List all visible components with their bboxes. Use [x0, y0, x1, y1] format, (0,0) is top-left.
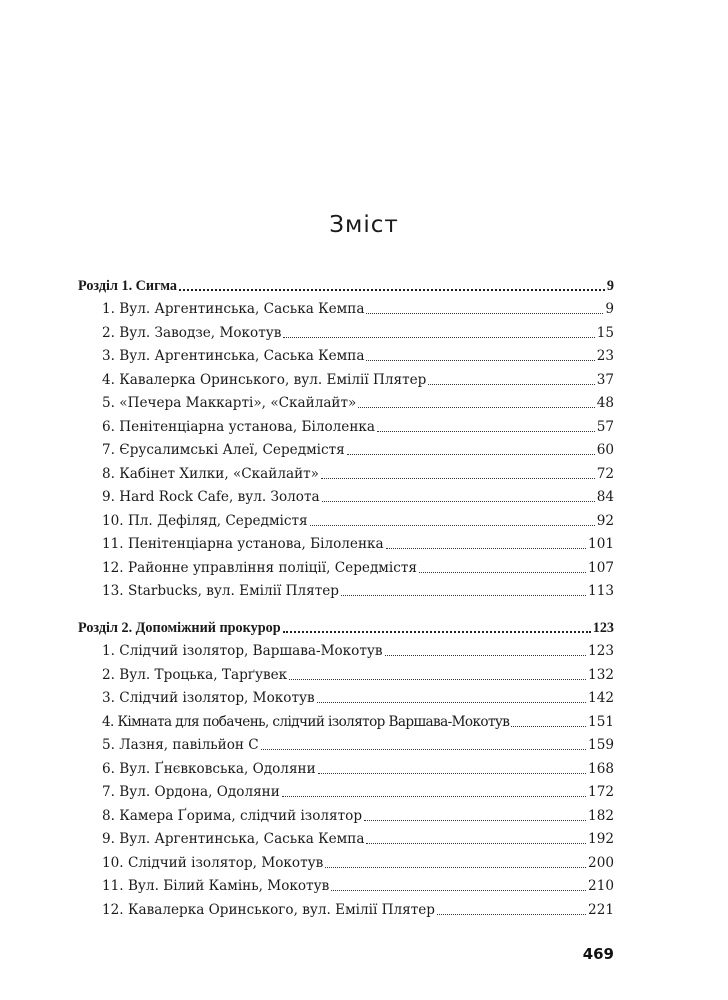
- entry-title: 12. Кавалерка Оринського, вул. Емілії Плятер: [102, 901, 435, 918]
- entry-title: 13. Starbucks, вул. Емілії Плятер: [102, 583, 340, 599]
- dot-leader: [318, 773, 586, 774]
- dot-leader: [331, 890, 586, 891]
- dot-leader: [428, 384, 594, 385]
- entry-title: 10. Слідчий ізолятор, Мокотув: [102, 854, 324, 871]
- entry-page: 192: [588, 831, 614, 847]
- dot-leader: [437, 914, 586, 915]
- entry-page: 221: [588, 901, 614, 918]
- dot-leader: [310, 525, 595, 526]
- toc-entry[interactable]: [78, 754, 614, 778]
- dot-leader: [282, 796, 586, 797]
- toc-entry[interactable]: [78, 436, 614, 460]
- entry-page: 37: [596, 371, 614, 388]
- entry-page: 113: [588, 583, 614, 599]
- entry-title: 4. Кавалерка Оринського, вул. Емілії Плятер: [102, 371, 427, 388]
- dot-leader: [366, 360, 594, 361]
- toc-entry[interactable]: [78, 801, 614, 825]
- entry-title: 11. Пенітенціарна установа, Білоленка: [102, 536, 384, 552]
- dot-leader: [386, 548, 586, 549]
- toc-entry[interactable]: [78, 412, 614, 436]
- entry-title: 5. Лазня, павільйон С: [102, 737, 259, 753]
- entry-title: 5. «Печера Маккарті», «Скайлайт»: [102, 395, 357, 411]
- entry-title: 1. Вул. Аргентинська, Саська Кемпа: [102, 301, 365, 317]
- entry-title: 10. Пл. Дефіляд, Середмістя: [102, 512, 308, 529]
- entry-title: 6. Пенітенціарна установа, Білоленка: [102, 418, 375, 435]
- dot-leader: [511, 726, 586, 727]
- entry-page: 101: [588, 536, 614, 552]
- dot-leader: [377, 431, 595, 432]
- entry-page: 15: [596, 324, 614, 341]
- toc-entry[interactable]: [78, 530, 614, 554]
- toc-entry[interactable]: [78, 848, 614, 872]
- toc-entry[interactable]: [78, 577, 614, 601]
- entry-page: 9: [605, 301, 614, 317]
- dot-leader: [289, 679, 586, 680]
- toc-entry[interactable]: [78, 389, 614, 413]
- dot-leader: [322, 501, 595, 502]
- dot-leader: [419, 572, 586, 573]
- toc-entry[interactable]: [78, 318, 614, 342]
- entry-page: 48: [596, 395, 614, 411]
- entry-title: 8. Кабінет Хилки, «Скайлайт»: [102, 465, 319, 482]
- entry-title: 9. Hard Rock Cafe, вул. Золота: [102, 489, 320, 505]
- toc-entry[interactable]: [78, 637, 614, 661]
- dot-leader: [283, 337, 594, 338]
- section-page: 9: [606, 277, 614, 294]
- entry-page: 123: [588, 643, 614, 659]
- entry-page: 142: [588, 690, 614, 706]
- entry-title: 9. Вул. Аргентинська, Саська Кемпа: [102, 831, 365, 847]
- dot-leader: [341, 595, 586, 596]
- entry-page: 72: [596, 465, 614, 482]
- toc-entry[interactable]: [78, 660, 614, 684]
- dot-leader: [358, 407, 594, 408]
- toc-entry[interactable]: [78, 895, 614, 919]
- toc-entry[interactable]: [78, 684, 614, 708]
- entry-title: 7. Вул. Ордона, Одоляни: [102, 784, 280, 800]
- page-number: 469: [582, 945, 614, 963]
- entry-page: 57: [596, 418, 614, 435]
- toc-entry[interactable]: [78, 506, 614, 530]
- page-title: Зміст: [329, 212, 399, 238]
- entry-title: 2. Вул. Троцька, Тарґувек: [102, 666, 288, 683]
- dot-leader: [179, 289, 605, 291]
- dot-leader: [261, 749, 586, 750]
- entry-page: 172: [588, 784, 614, 800]
- entry-page: 132: [588, 666, 614, 683]
- toc-entry[interactable]: [78, 342, 614, 366]
- toc-entry[interactable]: [78, 872, 614, 896]
- toc-entry[interactable]: [78, 459, 614, 483]
- entry-title: 2. Вул. Заводзе, Мокотув: [102, 324, 282, 341]
- entry-page: 168: [588, 760, 614, 777]
- toc-entry[interactable]: [78, 365, 614, 389]
- section-heading[interactable]: [78, 271, 614, 295]
- dot-leader: [321, 478, 595, 479]
- entry-title: 1. Слідчий ізолятор, Варшава-Мокотув: [102, 643, 383, 659]
- entry-title: 7. Єрусалимські Алеї, Середмістя: [102, 442, 345, 458]
- dot-leader: [325, 867, 586, 868]
- dot-leader: [385, 655, 587, 656]
- entry-page: 107: [588, 559, 614, 576]
- entry-page: 182: [588, 807, 614, 824]
- entry-page: 159: [588, 737, 614, 753]
- toc-entry[interactable]: [78, 295, 614, 319]
- section-heading[interactable]: [78, 613, 614, 637]
- entry-title: 12. Районне управління поліції, Середмістя: [102, 559, 417, 576]
- toc-entry[interactable]: [78, 825, 614, 849]
- entry-page: 92: [596, 512, 614, 529]
- entry-title: 4. Кімната для побачень, слідчий ізолятор Варшава-Мокотув: [102, 713, 510, 730]
- entry-page: 60: [596, 442, 614, 458]
- dot-leader: [347, 454, 595, 455]
- toc-entry[interactable]: [78, 553, 614, 577]
- entry-title: 8. Камера Ґорима, слідчий ізолятор: [102, 807, 363, 824]
- section-title: Розділ 1. Сигма: [78, 277, 177, 294]
- entry-page: 23: [596, 348, 614, 364]
- toc-entry[interactable]: [78, 731, 614, 755]
- dot-leader: [283, 631, 591, 633]
- entry-title: 11. Вул. Білий Камінь, Мокотув: [102, 878, 330, 894]
- dot-leader: [366, 313, 603, 314]
- entry-title: 3. Слідчий ізолятор, Мокотув: [102, 690, 315, 706]
- section-page: 123: [592, 619, 614, 636]
- entry-title: 6. Вул. Ґнєвковська, Одоляни: [102, 760, 316, 777]
- table-of-contents: [78, 271, 614, 919]
- section-title: Розділ 2. Допоміжний прокурор: [78, 619, 281, 636]
- dot-leader: [317, 702, 586, 703]
- entry-page: 210: [588, 878, 614, 894]
- entry-page: 151: [588, 713, 614, 730]
- entry-page: 200: [588, 854, 614, 871]
- toc-entry[interactable]: [78, 707, 614, 731]
- entry-title: 3. Вул. Аргентинська, Саська Кемпа: [102, 348, 365, 364]
- dot-leader: [364, 820, 586, 821]
- toc-entry[interactable]: [78, 483, 614, 507]
- dot-leader: [366, 843, 586, 844]
- toc-entry[interactable]: [78, 778, 614, 802]
- entry-page: 84: [596, 489, 614, 505]
